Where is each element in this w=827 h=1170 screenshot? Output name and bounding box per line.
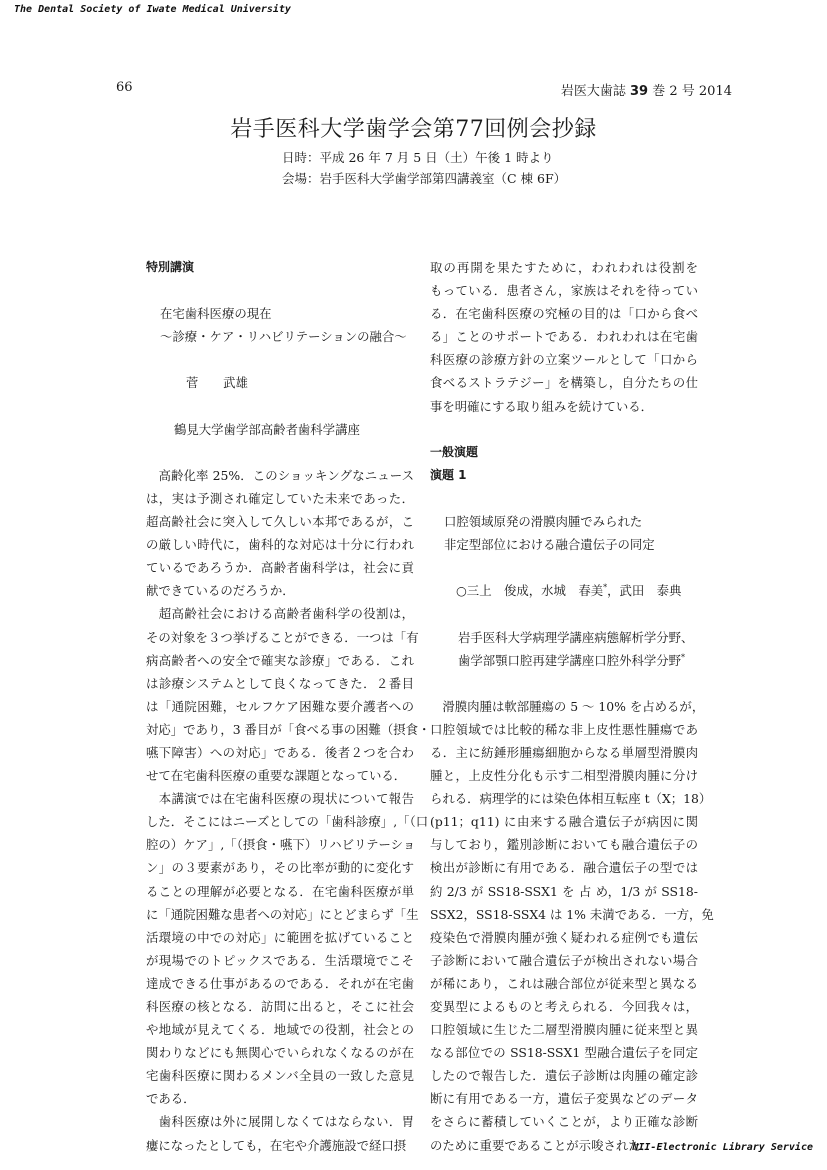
text-line: 歯科医療は外に展開しなくてはならない．胃 [146, 1114, 414, 1130]
journal-issue: 巻 2 号 [652, 84, 695, 99]
general-affiliation-line2: 歯学部顎口腔再建学講座口腔外科学分野* [458, 652, 686, 668]
text-line: した．そこにはニーズとしての「歯科診療」,「（口 [146, 814, 429, 830]
text-line: 取の再開を果たすために，われわれは役割を [430, 260, 698, 275]
text-line: 達成できる仕事があるのである．それが在宅歯 [146, 975, 414, 991]
general-subheading: 演題 1 [430, 467, 467, 482]
text-line: ン」の３要素があり，その比率が動的に変化す [146, 860, 414, 876]
text-line: る」ことのサポートである．われわれは在宅歯 [430, 329, 698, 345]
text-line: 嚥下障害）への対応」である．後者２つを合わ [146, 744, 414, 760]
general-body [430, 695, 714, 1157]
text-line: 腫と，上皮性分化も示す二相型滑膜肉腫に分け [430, 768, 698, 784]
lecture-title-line1: 在宅歯科医療の現在 [160, 306, 272, 322]
text-line: 活環境の中での対応」に範囲を拡げていること [146, 929, 414, 945]
meeting-venue: 会場：岩手医科大学歯学部第四講義室（C 棟 6F） [282, 171, 567, 186]
text-line: 腔の）ケア」,「（摂食・嚥下）リハビリテーショ [146, 837, 416, 853]
text-line: 滑膜肉腫は軟部腫瘍の 5 ～ 10% を占めるが， [430, 698, 705, 714]
text-line: 与しており，鑑別診断においても融合遺伝子の [430, 837, 698, 853]
general-title-line1: 口腔領域原発の滑膜肉腫でみられた [444, 514, 643, 530]
text-line: 本講演では在宅歯科医療の現状について報告 [146, 791, 414, 807]
text-line: 食べるストラテジー」を構築し，自分たちの仕 [430, 375, 698, 391]
text-line: 科医療の核となる．訪問に出ると，そこに社会 [146, 999, 414, 1014]
text-line: したので報告した．遺伝子診断は肉腫の確定診 [430, 1068, 698, 1084]
text-line: 対応」であり，3 番目が「食べる事の困難（摂食・ [146, 721, 431, 737]
text-line: が現場でのトピックスである．生活環境でこそ [146, 952, 414, 968]
text-line: せて在宅歯科医療の重要な課題となっている． [146, 768, 407, 784]
text-line: は「通院困難，セルフケア困難な要介護者への [146, 698, 414, 714]
general-heading: 一般演題 [430, 444, 479, 459]
text-line: の厳しい時代に，歯科的な対応は十分に行われ [146, 537, 414, 553]
text-line: 病高齢者への安全で確実な診療」である．これ [146, 652, 414, 668]
text-line: 口腔領域に生じた二層型滑膜肉腫に従来型と異 [430, 1022, 698, 1038]
text-line: に「通院困難な患者への対応」にとどまらず「生 [146, 906, 419, 922]
text-line: もっている．患者さん，家族はそれを待ってい [430, 283, 698, 299]
lecture-body [146, 464, 431, 1157]
general-authors: ○三上 俊成，水城 春美*，武田 泰典 [456, 583, 682, 599]
text-line: その対象を３つ挙げることができる．一つは「有 [146, 629, 419, 645]
meeting-date: 日時：平成 26 年 7 月 5 日（土）午後 1 時より [282, 150, 554, 165]
journal-reference [561, 80, 732, 99]
text-line: 断に有用である一方，遺伝子変異などのデータ [430, 1091, 698, 1107]
watermark-bottom: NII-Electronic Library Service [632, 1142, 813, 1153]
text-line: 科医療の診療方針の立案ツールとして「口から [430, 352, 698, 368]
lecture-affiliation: 鶴見大学歯学部高齢者歯科学講座 [174, 421, 360, 437]
text-line: が稀にあり，これは融合部位が従来型と異なる [430, 975, 698, 991]
text-line: は，実は予測され確定していた未来であった． [146, 490, 414, 506]
text-line: 超高齢社会に突入して久しい本邦であるが，こ [146, 514, 414, 530]
text-line: 変異型によるものと考えられる．今回我々は， [430, 999, 698, 1014]
text-line: 事を明確にする取り組みを続けている． [430, 398, 654, 414]
text-line: 子診断において融合遺伝子が検出されない場合 [430, 952, 698, 968]
text-line: 検出が診断に有用である．融合遺伝子の型では [430, 860, 698, 876]
text-line: 関わりなどにも無関心でいられなくなるのが在 [146, 1045, 414, 1061]
journal-volume: 39 [629, 84, 649, 99]
journal-year: 2014 [698, 84, 732, 99]
text-line: のために重要であることが示唆された． [430, 1137, 654, 1153]
general-affiliation-line1: 岩手医科大学病理学講座病態解析学分野、 [458, 629, 694, 645]
text-line: 宅歯科医療に関わるメンバ全員の一致した意見 [146, 1068, 414, 1084]
text-line: ているであろうか．高齢者歯科学は，社会に貢 [146, 560, 414, 576]
general-title-line2: 非定型部位における融合遺伝子の同定 [444, 537, 655, 553]
text-line: 高齢化率 25%．このショッキングなニュース [146, 467, 414, 483]
lecture-body-continued [430, 256, 698, 418]
journal-name: 岩医大歯誌 [560, 84, 626, 99]
text-line: 献できているのだろうか． [146, 583, 295, 599]
lecture-speaker: 菅 武雄 [186, 375, 248, 391]
text-line: る．在宅歯科医療の究極の目的は「口から食べ [430, 306, 698, 322]
right-column [430, 256, 714, 1157]
text-line: ることの理解が必要となる．在宅歯科医療が単 [146, 883, 414, 899]
text-line: SSX2，SS18-SSX4 は 1% 未満である．一方，免 [430, 906, 714, 922]
text-line: (p11；q11) に由来する融合遺伝子が病因に関 [430, 814, 698, 830]
text-line: である． [146, 1091, 196, 1107]
text-line: 疫染色で滑膜肉腫が強く疑われる症例でも遺伝 [430, 929, 698, 945]
watermark-top: The Dental Society of Iwate Medical University [14, 4, 291, 15]
page-number: 66 [116, 80, 133, 95]
text-line: 約 2/3 が SS18-SSX1 を 占 め，1/3 が SS18- [430, 883, 698, 899]
text-line: は診療システムとして良くなってきた．２番目 [146, 675, 414, 691]
text-line: 口腔領域では比較的稀な非上皮性悪性腫瘍であ [430, 721, 698, 737]
text-line: なる部位での SS18-SSX1 型融合遺伝子を同定 [430, 1045, 698, 1061]
text-line: る．主に紡錘形腫瘍細胞からなる単層型滑膜肉 [430, 744, 698, 760]
text-line: や地域が見えてくる．地域での役割，社会との [146, 1022, 414, 1038]
page-title: 岩手医科大学歯学会第77回例会抄録 [230, 117, 597, 142]
text-line: 瘻になったとしても，在宅や介護施設で経口摂 [146, 1137, 407, 1153]
special-lecture-heading: 特別講演 [146, 260, 195, 274]
text-line: をさらに蓄積していくことが，より正確な診断 [430, 1114, 698, 1130]
lecture-title-line2: ～診療・ケア・リハビリテーションの融合～ [160, 329, 407, 345]
text-line: られる．病理学的には染色体相互転座 t（X；18） [430, 791, 712, 807]
text-line: 超高齢社会における高齢者歯科学の役割は， [146, 606, 414, 622]
left-column [146, 256, 431, 1157]
